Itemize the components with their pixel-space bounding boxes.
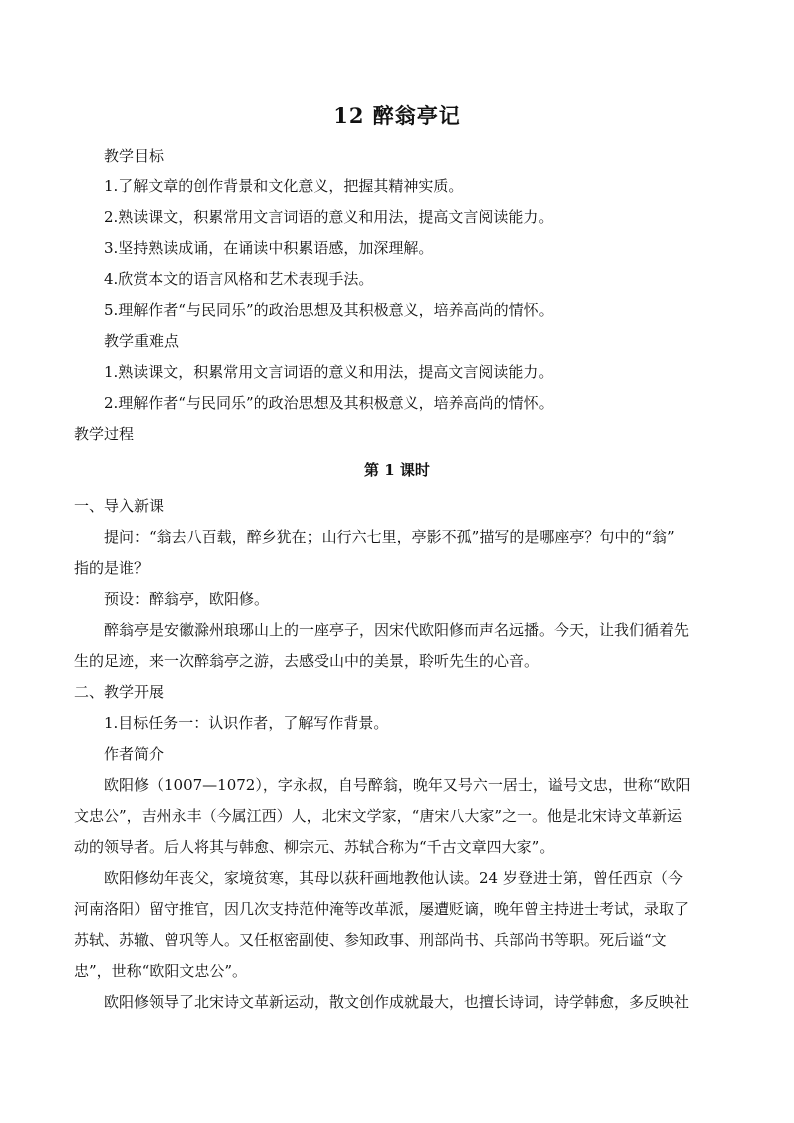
paragraph-line: 欧阳修（1007—1072），字永叔，自号醉翁，晚年又号六一居士，谥号文忠，世称“欧阳 [104,776,691,794]
section-heading: 二、教学开展 [74,683,165,701]
paragraph-line: 苏轼、苏辙、曾巩等人。又任枢密副使、参知政事、刑部尚书、兵部尚书等职。死后谥“文 [74,931,667,949]
paragraph-line: 文忠公”，吉州永丰（今属江西）人，北宋文学家，“唐宋八大家”之一。他是北宋诗文革新运 [74,807,683,825]
paragraph-line: 动的领导者。后人将其与韩愈、柳宗元、苏轼合称为“千古文章四大家”。 [74,838,555,856]
objective-item: 2.熟读课文，积累常用文言词语的意义和用法，提高文言阅读能力。 [104,208,554,226]
paragraph-line: 预设：醉翁亭，欧阳修。 [104,590,270,608]
paragraph-line: 醉翁亭是安徽滁州琅琊山上的一座亭子，因宋代欧阳修而声名远播。今天，让我们循着先 [104,621,690,639]
key-point-item: 2.理解作者“与民同乐”的政治思想及其积极意义，培养高尚的情怀。 [104,394,554,412]
page-title: 12 醉翁亭记 [333,103,461,128]
objective-item: 5.理解作者“与民同乐”的政治思想及其积极意义，培养高尚的情怀。 [104,301,554,319]
paragraph-line: 欧阳修幼年丧父，家境贫寒，其母以荻秆画地教他认读。24 岁登进士第，曾任西京（今 [104,869,683,887]
lesson-title: 第 1 课时 [364,461,430,479]
process-heading: 教学过程 [74,425,135,443]
key-points-heading: 教学重难点 [104,332,180,350]
paragraph-line: 忠”，世称“欧阳文忠公”。 [74,962,248,980]
paragraph-line: 河南洛阳）留守推官，因几次支持范仲淹等改革派，屡遭贬谪，晚年曾主持进士考试，录取了 [74,900,690,918]
objectives-heading: 教学目标 [104,147,165,165]
section-heading: 一、导入新课 [74,497,165,515]
author-heading: 作者简介 [104,745,165,763]
key-point-item: 1.熟读课文，积累常用文言词语的意义和用法，提高文言阅读能力。 [104,363,554,381]
paragraph-line: 生的足迹，来一次醉翁亭之游，去感受山中的美景，聆听先生的心音。 [74,652,540,670]
paragraph-line: 1.目标任务一：认识作者，了解写作背景。 [104,714,389,732]
objective-item: 4.欣赏本文的语言风格和艺术表现手法。 [104,270,374,288]
paragraph-line: 提问：“翁去八百载，醉乡犹在；山行六七里，亭影不孤”描写的是哪座亭？句中的“翁” [104,528,675,546]
paragraph-line: 欧阳修领导了北宋诗文革新运动，散文创作成就最大，也擅长诗词，诗学韩愈，多反映社 [104,993,690,1011]
objective-item: 3.坚持熟读成诵，在诵读中积累语感，加深理解。 [104,239,434,257]
objective-item: 1.了解文章的创作背景和文化意义，把握其精神实质。 [104,177,464,195]
paragraph-line: 指的是谁？ [74,559,150,577]
